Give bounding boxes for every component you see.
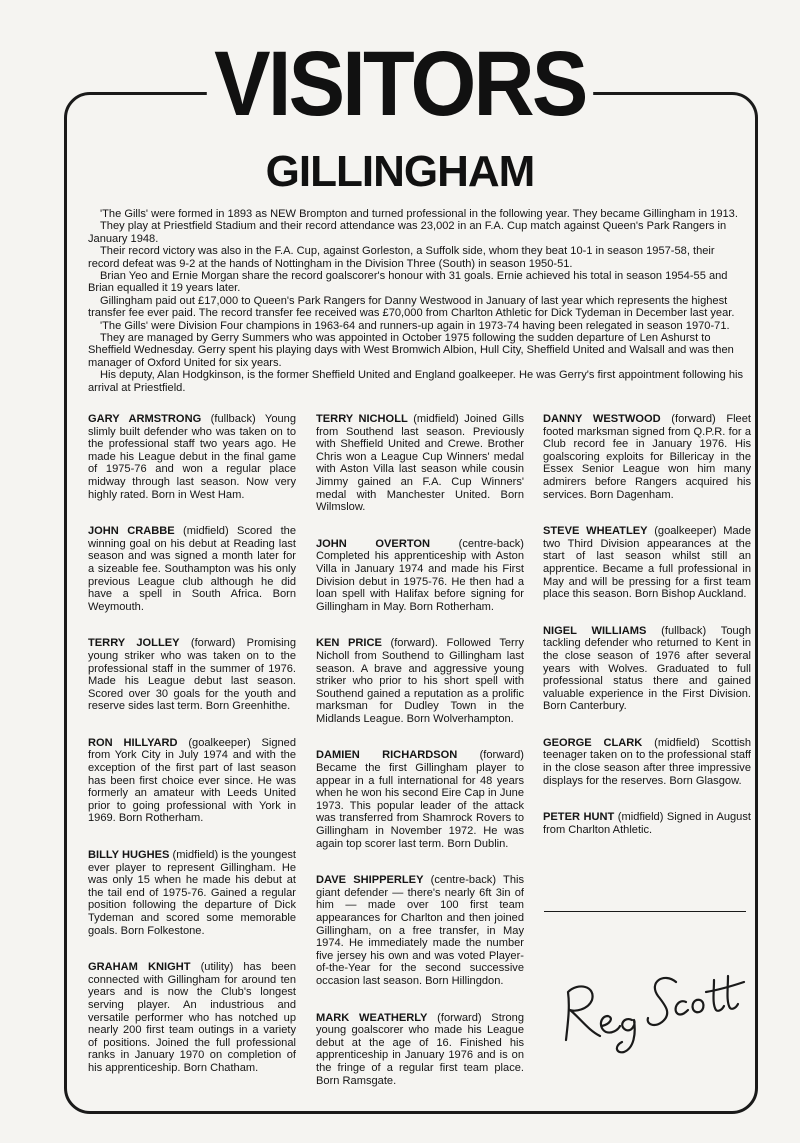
- history-paragraph: Their record victory was also in the F.A. Cup, against Gorleston, a Suffolk side, whom they beat 10-1 in season 1957-58, their record defeat was 9-2 at the hands of Nottingham in the Division Three (South) in season 1950-51.: [88, 245, 715, 270]
- player-name: MARK WEATHERLY: [316, 1011, 428, 1024]
- player-column-1: [88, 413, 296, 1099]
- player-name: JOHN CRABBE: [88, 525, 175, 538]
- history-paragraph: 'The Gills' were Division Four champions in 1963-64 and runners-up again in 1973-74 having been relegated in season 1970-71.: [100, 319, 730, 332]
- player-bio: [543, 525, 751, 601]
- player-description: (forward) Promising young striker who was taken on to the professional staff in the summer of 1976. Made his League debut last season. Scored over 30 goals for the youth and reserve sides last term. Born Greenhithe.: [88, 637, 296, 713]
- player-description: (forward) Fleet footed marksman signed from Q.P.R. for a Club record fee in January 1976. His goalscoring exploits for Billericay in the Essex Senior League won him many admirers before Rangers acquired his services. Born Dagenham.: [543, 413, 751, 501]
- club-history: [88, 208, 746, 394]
- player-name: TERRY JOLLEY: [88, 637, 180, 650]
- signature-line: [544, 911, 746, 912]
- player-description: (midfield) Signed in August from Charlton Athletic.: [543, 811, 751, 836]
- player-name: BILLY HUGHES: [88, 849, 170, 862]
- player-description: (forward) Became the first Gillingham player to appear in a full international for 48 years when he won his second Eire Cap in June 1973. This popular leader of the attack was transferred from Shamrock Rovers to Gillingham in November 1972. He was again top scorer last term. Born Dublin.: [316, 749, 524, 850]
- player-name: KEN PRICE: [316, 637, 382, 650]
- player-description: (centre-back) Completed his apprenticeship with Aston Villa in January 1974 and made his First Division debut in 1975-76. He then had a loan spell with Halifax before signing for Gillingham in May. Born Rotherham.: [316, 537, 524, 613]
- player-bio: [316, 413, 524, 514]
- player-description: (forward) Strong young goalscorer who made his League debut at the age of 16. Finished his apprenticeship in January 1976 and is on the fringe of a regular first team place. Born Ramsgate.: [316, 1011, 524, 1087]
- player-description: (utility) has been connected with Gillingham for around ten years and is now the Club's longest serving player. An industrious and versatile performer who has notched up nearly 200 first team outings in a variety of positions. Joined the full professional ranks in January 1970 on completion of his apprenticeship. Born Chatham.: [88, 961, 296, 1074]
- player-bio: [543, 625, 751, 713]
- club-name: GILLINGHAM: [265, 147, 535, 196]
- history-paragraph: His deputy, Alan Hodgkinson, is the former Sheffield United and England goalkeeper. He was Gerry's first appointment following his arrival at Priestfield.: [88, 369, 744, 394]
- player-name: DAMIEN RICHARDSON: [316, 749, 458, 762]
- page-title: VISITORS: [207, 42, 593, 126]
- player-name: GRAHAM KNIGHT: [88, 961, 191, 974]
- history-paragraph: 'The Gills' were formed in 1893 as NEW Brompton and turned professional in the following year. They became Gillingham in 1913.: [100, 208, 738, 220]
- player-name: RON HILLYARD: [88, 736, 178, 749]
- player-bio: [88, 637, 296, 713]
- player-bio: [88, 413, 296, 501]
- history-paragraph: They play at Priestfield Stadium and their record attendance was 23,002 in an F.A. Cup match against Queen's Park Rangers in January 1948.: [88, 220, 727, 245]
- player-column-3: [543, 413, 751, 860]
- signature-reg-scott: [548, 952, 748, 1062]
- player-bio: [88, 849, 296, 937]
- player-bio: [543, 413, 751, 501]
- player-name: JOHN OVERTON: [316, 537, 431, 550]
- player-name: STEVE WHEATLEY: [543, 525, 648, 538]
- player-name: GARY ARMSTRONG: [88, 413, 202, 425]
- player-description: (midfield) Scottish teenager taken on to the professional staff in the close season after three impressive displays for the reserves. Born Glasgow.: [543, 736, 751, 787]
- player-name: DAVE SHIPPERLEY: [316, 874, 424, 887]
- player-name: PETER HUNT: [543, 811, 615, 824]
- player-bio: [316, 749, 524, 850]
- player-bio: [88, 737, 296, 825]
- player-description: (fullback) Tough tackling defender who returned to Kent in the close season of 1976 after several years with Wolves. Graduated to full professional status there and gained valuable experience in the First Division. Born Canterbury.: [543, 624, 751, 713]
- player-name: DANNY WESTWOOD: [543, 413, 661, 425]
- player-description: (fullback) Young slimly built defender who was taken on to the professional staff two years ago. He made his League debut in the final game of 1975-76 and won a regular place midway through last season. Now very highly rated. Born in West Ham.: [88, 413, 296, 501]
- player-bio: [543, 811, 751, 836]
- player-bio: [316, 874, 524, 987]
- player-description: (midfield) is the youngest ever player to represent Gillingham. He was only 15 when he made his debut at the tail end of 1975-76. Gained a regular position following the departure of Dick Tydeman and scored some memorable goals. Born Folkestone.: [88, 849, 296, 937]
- player-description: (centre-back) This giant defender — there's nearly 6ft 3in of him — made over 100 first team appearances for Charlton and then joined Gillingham, on a free transfer, in May 1974. He immediately made the number five jersey his own and was voted Player-of-the-Year for the second successive occasion last season. Born Hillingdon.: [316, 874, 524, 987]
- history-paragraph: Gillingham paid out £17,000 to Queen's Park Rangers for Danny Westwood in January of last year which represents the highest transfer fee ever paid. The record transfer fee received was £70,000 from Charlton Athletic for Dick Tydeman in December last year.: [88, 294, 735, 320]
- player-bio: [543, 737, 751, 787]
- player-column-2: [316, 413, 524, 1111]
- player-name: GEORGE CLARK: [543, 736, 643, 749]
- player-description: (forward). Followed Terry Nicholl from Southend to Gillingham last season. A brave and aggressive young striker who prior to his short spell with Southend gained a reputation as a prolific marksman for Dudley Town in the Midlands League. Born Wolverhampton.: [316, 637, 524, 725]
- player-bio: [316, 538, 524, 614]
- player-description: (goalkeeper) Signed from York City in July 1974 and with the exception of the first part of last season has been first choice ever since. He was formerly an amateur with Leeds United prior to going professional with York in 1969. Born Rotherham.: [88, 736, 297, 825]
- player-name: NIGEL WILLIAMS: [543, 624, 647, 637]
- player-bio: [316, 637, 524, 725]
- player-bio: [88, 525, 296, 613]
- player-bio: [316, 1012, 524, 1088]
- history-paragraph: They are managed by Gerry Summers who was appointed in October 1975 following the sudden departure of Len Ashurst to Sheffield Wednesday. Gerry spent his playing days with West Bromwich Albion, Hull City, Sheffield United and Walsall and was then manager of Oxford United for six years.: [88, 332, 734, 369]
- player-description: (midfield) Joined Gills from Southend last season. Previously with Sheffield United and Crewe. Brother Chris won a League Cup Winners' medal with Aston Villa last season while cousin Jimmy gained an F.A. Cup Winners' medal with Manchester United. Born Wilmslow.: [316, 413, 524, 514]
- history-paragraph: Brian Yeo and Ernie Morgan share the record goalscorer's honour with 31 goals. Ernie achieved his total in season 1954-55 and Brian equalled it 19 years later.: [88, 270, 728, 295]
- player-description: (goalkeeper) Made two Third Division appearances at the start of last season whilst still an apprentice. Became a full professional in May and will be pressing for a first team place this season. Born Bishop Auckland.: [543, 525, 751, 601]
- title-banner: [0, 33, 800, 135]
- player-description: (midfield) Scored the winning goal on his debut at Reading last season and was signed a month later for a sizeable fee. Southampton was his only previous League club although he did have a spell in South Africa. Born Weymouth.: [88, 525, 296, 613]
- player-name: TERRY NICHOLL: [316, 413, 408, 425]
- player-bio: [88, 961, 296, 1074]
